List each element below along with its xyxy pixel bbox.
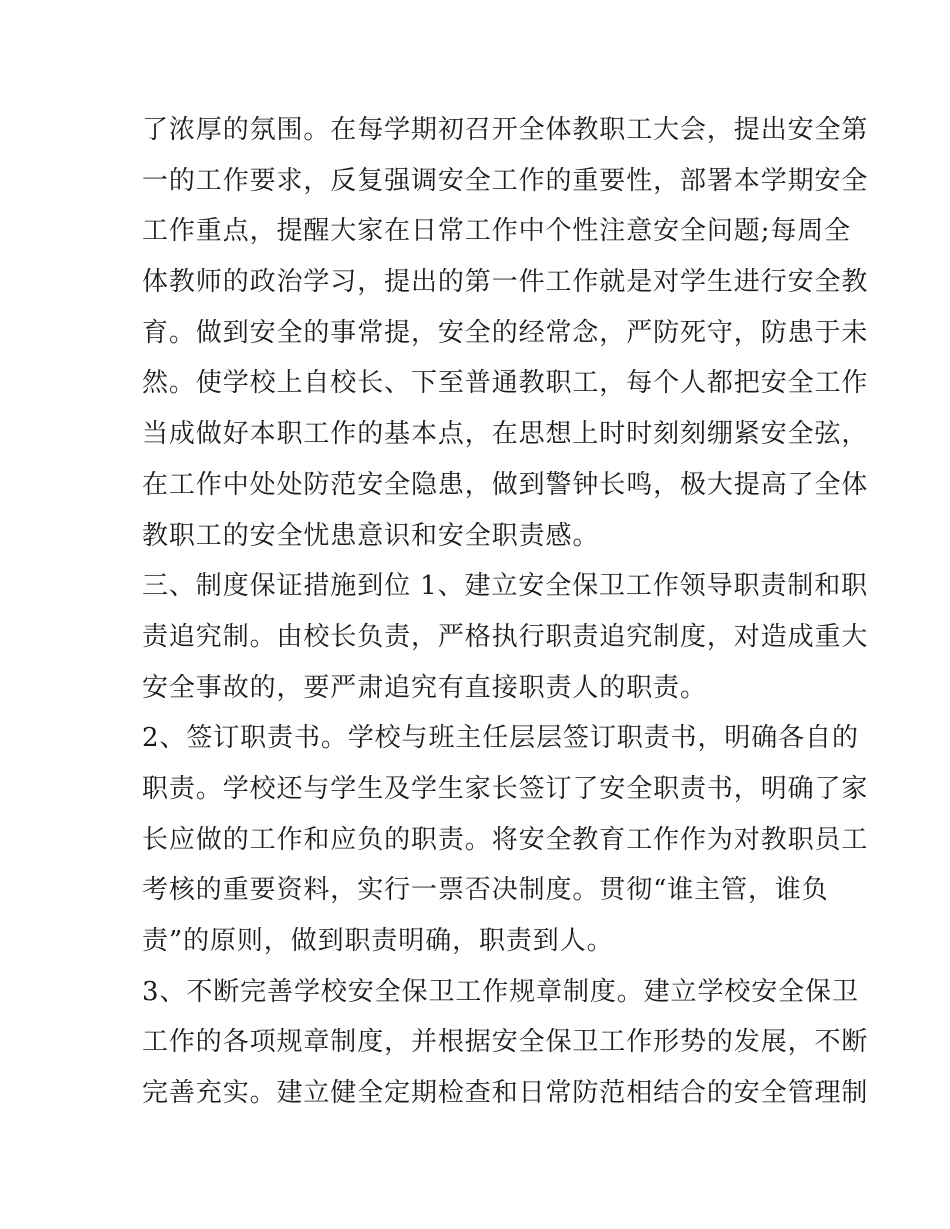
section-heading-line: 三、制度保证措施到位 1、建立安全保卫工作领导职责制和职 [142, 571, 869, 602]
text-line: 当成做好本职工作的基本点，在思想上时时刻刻绷紧安全弦， [142, 419, 869, 450]
text-line: 育。做到安全的事常提，安全的经常念，严防死守，防患于未 [142, 317, 869, 348]
text-line: 考核的重要资料，实行一票否决制度。贯彻“谁主管，谁负 [142, 875, 829, 906]
text-line: 责追究制。由校长负责，严格执行职责追究制度，对造成重大 [142, 621, 869, 652]
list-item-line: 2、签订职责书。学校与班主任层层签订职责书，明确各自的 [142, 723, 859, 754]
text-line: 教职工的安全忧患意识和安全职责感。 [142, 520, 600, 551]
text-line: 长应做的工作和应负的职责。将安全教育工作作为对教职员工 [142, 824, 869, 855]
text-line: 责”的原则，做到职责明确，职责到人。 [142, 926, 614, 956]
text-line: 体教师的政治学习，提出的第一件工作就是对学生进行安全教 [142, 267, 869, 298]
text-line: 完善充实。建立健全定期检查和日常防范相结合的安全管理制 [142, 1078, 869, 1109]
body-text [142, 105, 869, 1119]
text-line: 安全事故的，要严肃追究有直接职责人的职责。 [142, 672, 707, 703]
text-line: 一的工作要求，反复强调安全工作的重要性，部署本学期安全 [142, 165, 869, 196]
text-line: 了浓厚的氛围。在每学期初召开全体教职工大会，提出安全第 [142, 115, 869, 145]
list-item-line: 3、不断完善学校安全保卫工作规章制度。建立学校安全保卫 [142, 976, 859, 1007]
text-line: 然。使学校上自校长、下至普通教职工，每个人都把安全工作 [142, 368, 869, 399]
text-line: 职责。学校还与学生及学生家长签订了安全职责书，明确了家 [142, 773, 869, 804]
text-line: 在工作中处处防范安全隐患，做到警钟长鸣，极大提高了全体 [142, 469, 869, 500]
text-line: 工作重点，提醒大家在日常工作中个性注意安全问题;每周全 [142, 216, 852, 247]
text-line: 工作的各项规章制度，并根据安全保卫工作形势的发展，不断 [142, 1027, 869, 1058]
